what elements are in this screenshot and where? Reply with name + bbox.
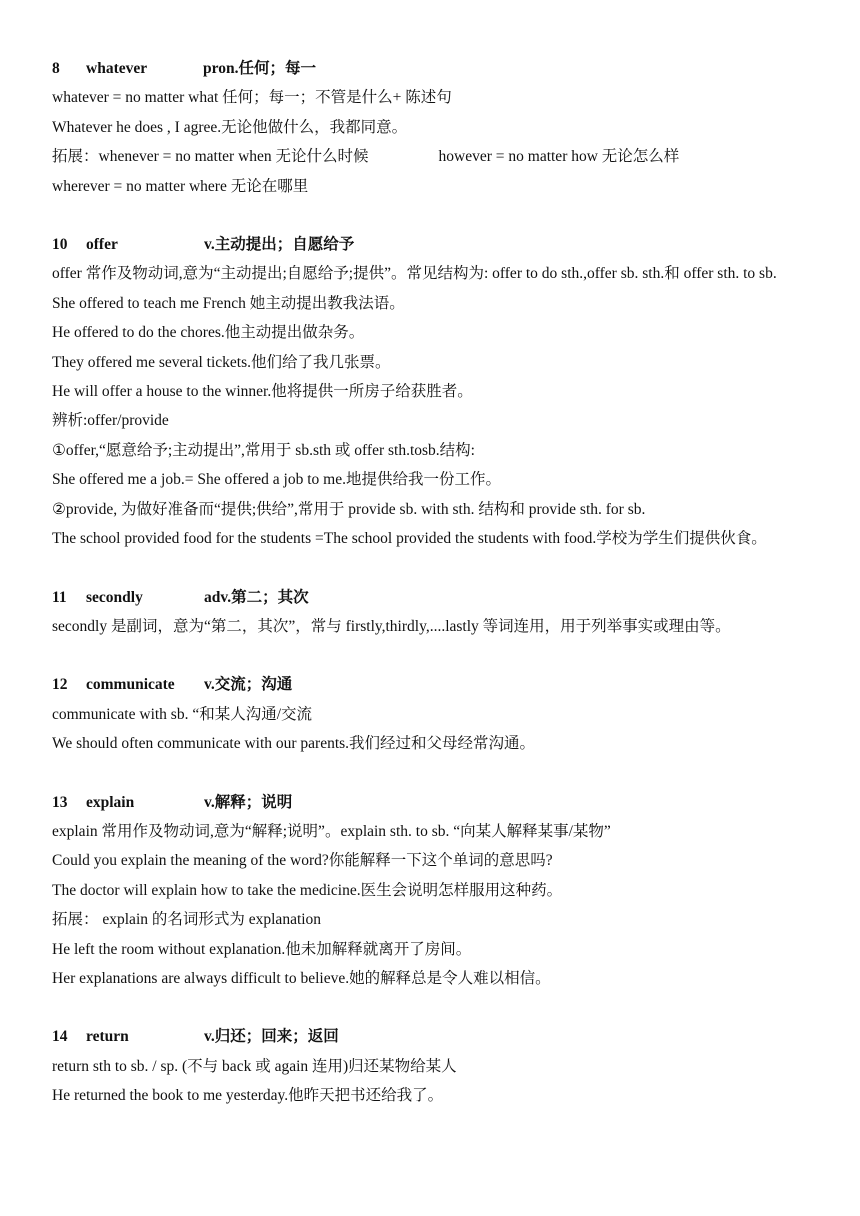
entry-line: He returned the book to me yesterday.他昨天把书还给我了。 <box>52 1087 444 1105</box>
entry-line: The school provided food for the students =The school provided the students with food.学校为学生们提供伙食。 <box>52 530 767 548</box>
document-page <box>52 54 822 1140</box>
entry-heading <box>52 788 822 817</box>
entry-line: ②provide, 为做好准备而“提供;供给”,常用于 provide sb. with sth. 结构和 provide sth. for sb. <box>52 500 646 518</box>
extension-wherever: wherever = no matter where 无论在哪里 <box>52 177 309 195</box>
entry-line: He left the room without explanation.他未加解释就离开了房间。 <box>52 940 472 958</box>
entry-word: whatever <box>86 60 148 77</box>
entry-line: He will offer a house to the winner.他将提供一所房子给获胜者。 <box>52 383 473 401</box>
entry-line: ①offer,“愿意给予;主动提出”,常用于 sb.sth 或 offer sth.tosb.结构: <box>52 441 475 459</box>
entry-number: 11 <box>52 588 67 606</box>
entry-part-of-speech: v.交流；沟通 <box>204 676 293 694</box>
entry-line: The doctor will explain how to take the medicine.医生会说明怎样服用这种药。 <box>52 881 563 899</box>
entry-line: offer 常作及物动词,意为“主动提出;自愿给予;提供”。常见结构为: offer to do sth.,offer sb. sth.和 offer sth. to sb. <box>52 265 777 283</box>
entry-line: whatever = no matter what 任何；每一；不管是什么+ 陈述句 <box>52 89 452 107</box>
entry-line: They offered me several tickets.他们给了我几张票。 <box>52 353 391 371</box>
entry-line: 拓展： explain 的名词形式为 explanation <box>52 911 322 929</box>
entry-word: offer <box>86 236 118 254</box>
entry-word: explain <box>86 793 135 811</box>
entry-part-of-speech: pron.任何；每一 <box>203 60 316 77</box>
entry-line: He offered to do the chores.他主动提出做杂务。 <box>52 324 365 342</box>
entry-line: She offered me a job.= She offered a job to me.地提供给我一份工作。 <box>52 471 501 489</box>
entry-heading <box>52 670 822 699</box>
entry-offer <box>52 230 822 553</box>
entry-heading <box>52 1022 822 1051</box>
entry-line: She offered to teach me French 她主动提出教我法语。 <box>52 294 405 312</box>
entry-secondly <box>52 583 822 642</box>
entry-extension-line <box>52 142 822 171</box>
entry-line: Whatever he does , I agree.无论他做什么，我都同意。 <box>52 118 408 136</box>
entry-line: Her explanations are always difficult to believe.她的解释总是令人难以相信。 <box>52 969 551 987</box>
extension-whenever: 拓展：whenever = no matter when 无论什么时候 <box>52 148 369 166</box>
entry-communicate <box>52 670 822 758</box>
entry-word: communicate <box>86 676 175 694</box>
entry-number: 10 <box>52 236 68 254</box>
entry-part-of-speech: v.解释；说明 <box>204 793 293 811</box>
entry-explain <box>52 788 822 994</box>
entry-heading <box>52 54 822 83</box>
entry-part-of-speech: v.主动提出；自愿给予 <box>204 236 355 254</box>
entry-number: 8 <box>52 60 60 77</box>
entry-line: We should often communicate with our parents.我们经过和父母经常沟通。 <box>52 735 536 753</box>
entry-word: secondly <box>86 588 143 606</box>
entry-line: explain 常用作及物动词,意为“解释;说明”。explain sth. to sb. “向某人解释某事/某物” <box>52 822 611 840</box>
entry-return <box>52 1022 822 1110</box>
entry-number: 14 <box>52 1028 68 1046</box>
entry-heading <box>52 583 822 612</box>
entry-line: 辨析:offer/provide <box>52 412 169 430</box>
entry-number: 12 <box>52 676 68 694</box>
entry-word: return <box>86 1028 129 1046</box>
entry-whatever <box>52 54 822 201</box>
entry-line: return sth to sb. / sp. (不与 back 或 again 连用)归还某物给某人 <box>52 1057 457 1075</box>
entry-number: 13 <box>52 793 68 811</box>
entry-line: secondly 是副词，意为“第二，其次”，常与 firstly,thirdly,....lastly 等词连用，用于列举事实或理由等。 <box>52 617 731 635</box>
extension-however: however = no matter how 无论怎么样 <box>438 148 680 166</box>
entry-heading <box>52 230 822 259</box>
entry-part-of-speech: v.归还；回来；返回 <box>204 1028 339 1046</box>
entry-line: Could you explain the meaning of the word?你能解释一下这个单词的意思吗? <box>52 852 553 870</box>
entry-line: communicate with sb. “和某人沟通/交流 <box>52 705 313 723</box>
entry-part-of-speech: adv.第二；其次 <box>204 588 309 606</box>
